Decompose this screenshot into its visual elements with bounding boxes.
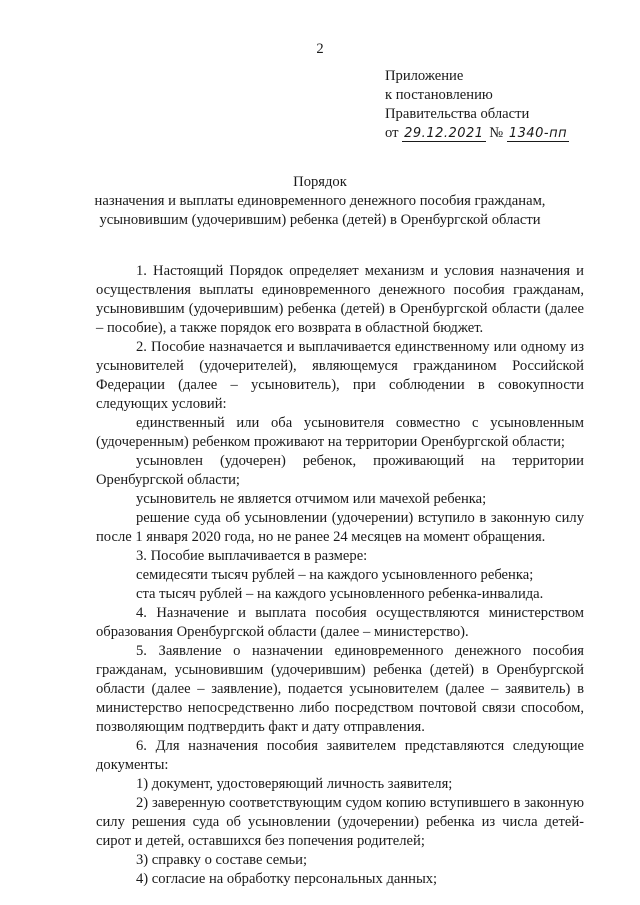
condition-3: усыновитель не является отчимом или мачехой ребенка; [136, 491, 487, 507]
document-body [96, 262, 584, 889]
paragraph-6: 6. Для назначения пособия заявителем представляются следующие документы: [96, 738, 584, 773]
paragraph-4: 4. Назначение и выплата пособия осуществляются министерством образования Оренбургской области (далее – министерство). [96, 605, 584, 640]
document-item-4: 4) согласие на обработку персональных данных; [136, 871, 438, 887]
amount-1: семидесяти тысяч рублей – на каждого усыновленного ребенка; [136, 567, 534, 583]
document-item-2: 2) заверенную соответствующим судом копию вступившего в законную силу решения суда об усыновлении (удочерении) ребенка из числа детей-сирот и детей, оставшихся без попечения родителей; [96, 795, 584, 849]
appendix-line-3: Правительства области [385, 106, 530, 122]
appendix-line-1: Приложение [385, 68, 464, 84]
appendix-line-2: к постановлению [385, 87, 493, 103]
title-heading: Порядок [293, 174, 347, 190]
document-item-1: 1) документ, удостоверяющий личность заявителя; [136, 776, 453, 792]
handwritten-number: 1340-пп [508, 126, 568, 141]
paragraph-1: 1. Настоящий Порядок определяет механизм и условия назначения и осуществления выплаты единовременного денежного пособия гражданам, усыновившим (удочерившим) ребенка (детей) в Оренбургской области (далее – пособие), а также порядок его возврата в областной бюджет. [96, 263, 584, 336]
number-label: № [489, 125, 504, 141]
paragraph-5: 5. Заявление о назначении единовременного денежного пособия гражданам, усыновившим (удочерившим) ребенка (детей) в Оренбургской области (далее – заявление), подается усыновителем (далее – заявитель) в министерство непосредственно либо посредством почтовой связи способом, позволяющим подтвердить факт и дату отправления. [96, 643, 584, 735]
document-item-3: 3) справку о составе семьи; [136, 852, 307, 868]
title-line-2: усыновившим (удочерившим) ребенка (детей) в Оренбургской области [99, 212, 541, 228]
paragraph-3: 3. Пособие выплачивается в размере: [136, 548, 368, 564]
appendix-block [385, 67, 569, 143]
condition-2: усыновлен (удочерен) ребенок, проживающий на территории Оренбургской области; [96, 453, 584, 488]
from-label: от [385, 125, 399, 141]
condition-4: решение суда об усыновлении (удочерении) вступило в законную силу после 1 января 2020 года, но не ранее 24 месяцев на момент обращения. [96, 510, 584, 545]
document-title [0, 173, 640, 230]
handwritten-date: 29.12.2021 [404, 126, 484, 141]
appendix-date-line [385, 124, 569, 143]
amount-2: ста тысяч рублей – на каждого усыновленного ребенка-инвалида. [136, 586, 544, 602]
title-line-1: назначения и выплаты единовременного денежного пособия гражданам, [94, 193, 546, 209]
condition-1: единственный или оба усыновителя совместно с усыновленным (удочеренным) ребенком проживают на территории Оренбургской области; [96, 415, 584, 450]
page-number: 2 [316, 41, 324, 57]
paragraph-2: 2. Пособие назначается и выплачивается единственному или одному из усыновителей (удочерителей), являющемуся гражданином Российской Федерации (далее – усыновитель), при соблюдении в совокупности следующих условий: [96, 339, 584, 412]
